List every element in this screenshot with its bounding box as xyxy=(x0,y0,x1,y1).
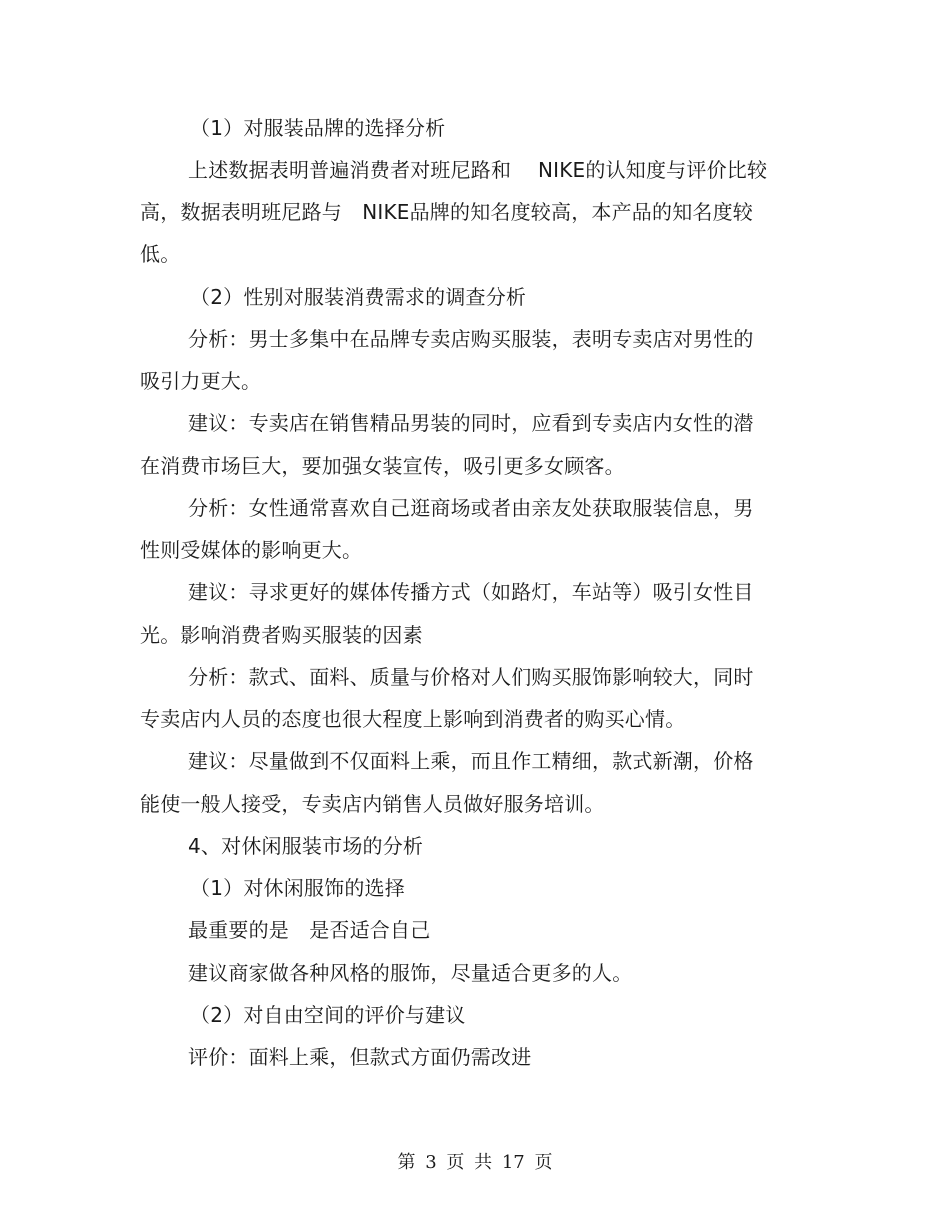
paragraph-line: 专卖店内人员的态度也很大程度上影响到消费者的购买心情。 xyxy=(140,707,686,731)
page-number-footer: 第 3 页 共 17 页 xyxy=(397,1152,553,1173)
paragraph-line: 高，数据表明班尼路与 NIKE品牌的知名度较高，本产品的知名度较 xyxy=(140,200,754,224)
subheading-casualwear-choice: （1）对休闲服饰的选择 xyxy=(190,876,405,900)
paragraph-line: 建议商家做各种风格的服饰，尽量适合更多的人。 xyxy=(188,961,633,985)
paragraph-line: 建议：寻求更好的媒体传播方式（如路灯，车站等）吸引女性目 xyxy=(188,580,754,604)
paragraph-line: 性则受媒体的影响更大。 xyxy=(140,538,363,562)
paragraph-line: 最重要的是 是否适合自己 xyxy=(188,918,431,942)
paragraph-line: 在消费市场巨大，要加强女装宣传，吸引更多女顾客。 xyxy=(140,454,625,478)
paragraph-line: 分析：款式、面料、质量与价格对人们购买服饰影响较大，同时 xyxy=(188,665,754,689)
paragraph-line: 能使一般人接受，专卖店内销售人员做好服务培训。 xyxy=(140,792,605,816)
subheading-free-space-evaluation: （2）对自由空间的评价与建议 xyxy=(190,1003,466,1027)
paragraph-line: 建议：专卖店在销售精品男装的同时，应看到专卖店内女性的潜 xyxy=(188,411,754,435)
paragraph-line: 建议：尽量做到不仅面料上乘，而且作工精细，款式新潮，价格 xyxy=(188,749,754,773)
paragraph-line: 吸引力更大。 xyxy=(140,369,262,393)
paragraph-line: 分析：男士多集中在品牌专卖店购买服装，表明专卖店对男性的 xyxy=(188,327,754,351)
section-heading-casualwear-market: 4、对休闲服装市场的分析 xyxy=(188,834,424,858)
paragraph-line: 光。影响消费者购买服装的因素 xyxy=(140,623,423,647)
paragraph-line: 评价：面料上乘，但款式方面仍需改进 xyxy=(188,1045,532,1069)
paragraph-line: 分析：女性通常喜欢自己逛商场或者由亲友处获取服装信息，男 xyxy=(188,496,754,520)
subheading-brand-choice: （1）对服装品牌的选择分析 xyxy=(190,116,446,140)
subheading-gender-demand: （2）性别对服装消费需求的调查分析 xyxy=(190,285,527,309)
paragraph-line: 上述数据表明普遍消费者对班尼路和 NIKE的认知度与评价比较 xyxy=(188,158,768,182)
paragraph-line: 低。 xyxy=(140,242,181,266)
